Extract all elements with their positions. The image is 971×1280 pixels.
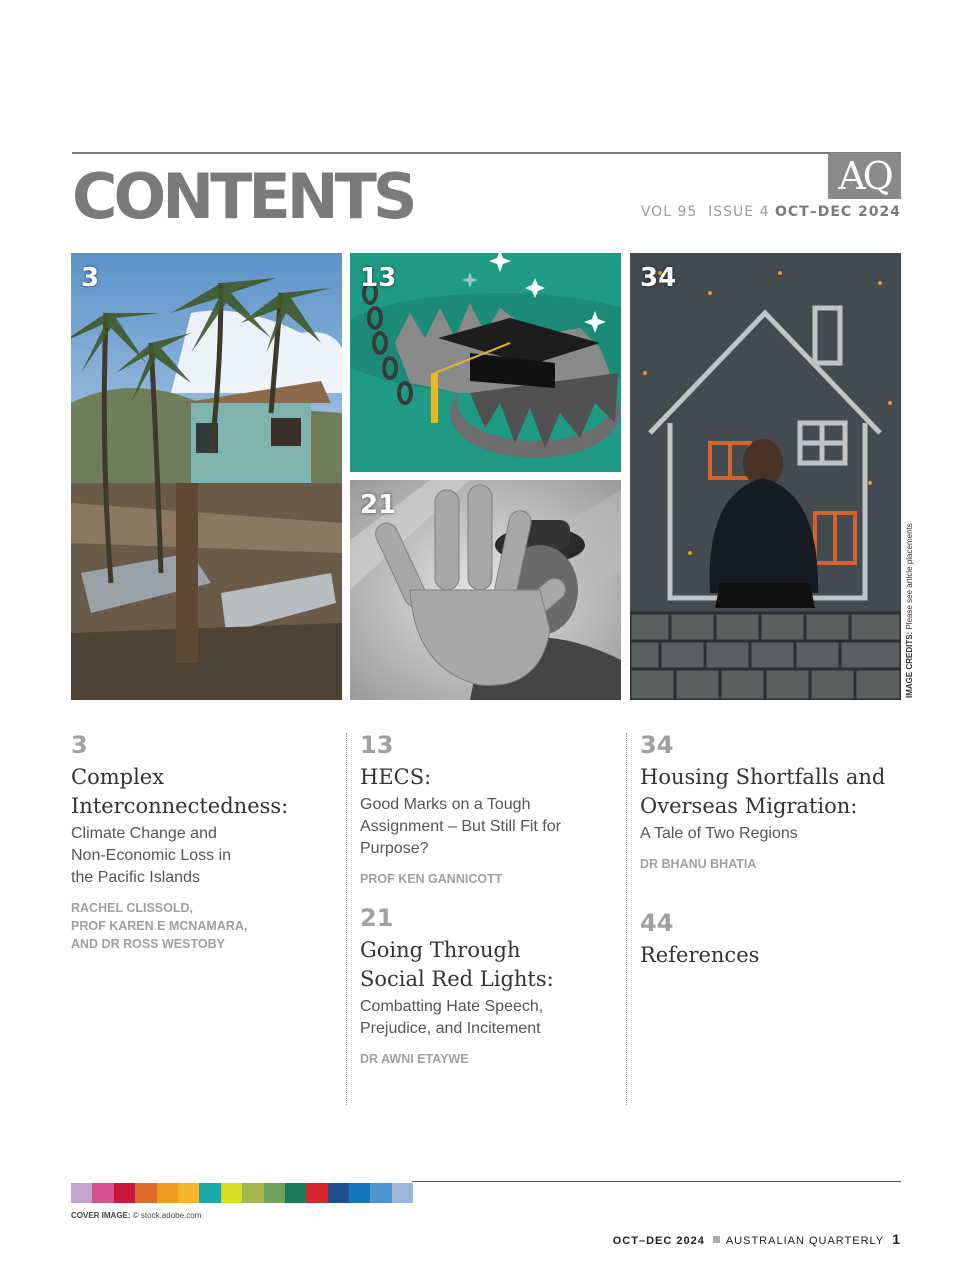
toc-column-3 [640, 731, 901, 970]
article-page-number: 44 [640, 909, 674, 937]
footer-square-icon [713, 1236, 720, 1243]
subtitle-line: Assignment – But Still Fit for [360, 818, 561, 835]
issue-volume: VOL 95 ISSUE 4 [640, 204, 770, 220]
article-subtitle [360, 794, 615, 860]
title-line: Housing Shortfalls and [640, 765, 886, 789]
color-swatch [264, 1183, 285, 1203]
footer-publication: AUSTRALIAN QUARTERLY [725, 1235, 885, 1247]
chalk-house-image [630, 253, 901, 700]
article-title [640, 763, 901, 821]
author-line: RACHEL CLISSOLD, [71, 901, 193, 915]
toc-entry-3[interactable] [71, 731, 331, 953]
title-line: Interconnectedness: [71, 794, 289, 818]
aq-logo: AQ [828, 153, 901, 199]
color-swatch [178, 1183, 199, 1203]
toc-entry-13[interactable] [360, 731, 615, 888]
subtitle-line: Purpose? [360, 840, 429, 857]
title-line: References [640, 943, 760, 967]
toc-entry-44[interactable] [640, 909, 901, 970]
title-line: Complex [71, 765, 165, 789]
color-strip [71, 1183, 413, 1203]
photo-number: 3 [81, 263, 100, 293]
article-authors [360, 870, 615, 888]
toc-entry-21[interactable] [360, 904, 615, 1068]
color-swatch [306, 1183, 327, 1203]
color-swatch [135, 1183, 156, 1203]
page-title: CONTENTS [72, 160, 414, 233]
author-line: AND DR ROSS WESTOBY [71, 937, 225, 951]
photo-number: 21 [360, 490, 397, 520]
page-footer [613, 1231, 901, 1247]
toc-column-2 [360, 731, 615, 1068]
cover-credit-text: © stock.adobe.com [132, 1211, 202, 1220]
photo-article-21[interactable] [350, 480, 621, 700]
subtitle-line: Combatting Hate Speech, [360, 998, 544, 1015]
image-credits [905, 523, 914, 698]
color-swatch [92, 1183, 113, 1203]
author-line: PROF KAREN E MCNAMARA, [71, 919, 248, 933]
article-authors [360, 1050, 615, 1068]
author-line: DR BHANU BHATIA [640, 857, 757, 871]
article-subtitle [360, 996, 615, 1040]
bottom-rule [412, 1181, 901, 1182]
article-page-number: 21 [360, 904, 394, 932]
cover-credit [71, 1211, 201, 1220]
photo-article-34[interactable] [630, 253, 901, 700]
color-swatch [285, 1183, 306, 1203]
photo-number: 13 [360, 263, 397, 293]
color-swatch [328, 1183, 349, 1203]
title-line: Going Through [360, 938, 521, 962]
author-line: DR AWNI ETAYWE [360, 1052, 469, 1066]
subtitle-line: Good Marks on a Tough [360, 796, 531, 813]
subtitle-line: Non-Economic Loss in [71, 847, 232, 864]
image-credits-label: IMAGE CREDITS: [905, 631, 914, 698]
cyclone-damage-image [71, 253, 342, 700]
photo-article-13[interactable] [350, 253, 621, 472]
subtitle-line: the Pacific Islands [71, 869, 200, 886]
toc-column-1 [71, 731, 331, 953]
color-swatch [370, 1183, 391, 1203]
issue-line [641, 204, 901, 220]
color-swatch [392, 1183, 413, 1203]
article-title [360, 936, 615, 994]
article-subtitle [640, 823, 901, 845]
article-authors [640, 855, 901, 873]
image-credits-text: Please see article placements [905, 523, 914, 630]
article-page-number: 34 [640, 731, 674, 759]
page-number: 1 [892, 1231, 901, 1247]
column-divider [626, 733, 627, 1105]
color-swatch [221, 1183, 242, 1203]
color-swatch [157, 1183, 178, 1203]
photo-number: 34 [640, 263, 677, 293]
article-authors [71, 899, 331, 953]
subtitle-line: A Tale of Two Regions [640, 825, 798, 842]
column-divider [346, 733, 347, 1105]
title-line: HECS: [360, 765, 432, 789]
color-swatch [199, 1183, 220, 1203]
article-title [360, 763, 615, 792]
cover-credit-label: COVER IMAGE: [71, 1211, 131, 1220]
color-swatch [114, 1183, 135, 1203]
color-swatch [349, 1183, 370, 1203]
subtitle-line: Climate Change and [71, 825, 217, 842]
title-line: Overseas Migration: [640, 794, 858, 818]
article-page-number: 13 [360, 731, 394, 759]
color-swatch [71, 1183, 92, 1203]
top-rule [72, 152, 901, 154]
article-title [640, 941, 901, 970]
title-line: Social Red Lights: [360, 967, 554, 991]
color-swatch [242, 1183, 263, 1203]
article-subtitle [71, 823, 331, 889]
article-page-number: 3 [71, 731, 88, 759]
issue-date: OCT–DEC 2024 [774, 204, 901, 220]
toc-entry-34[interactable] [640, 731, 901, 873]
article-title [71, 763, 331, 821]
footer-date: OCT–DEC 2024 [612, 1235, 705, 1247]
subtitle-line: Prejudice, and Incitement [360, 1020, 541, 1037]
photo-article-3[interactable] [71, 253, 342, 700]
author-line: PROF KEN GANNICOTT [360, 872, 503, 886]
